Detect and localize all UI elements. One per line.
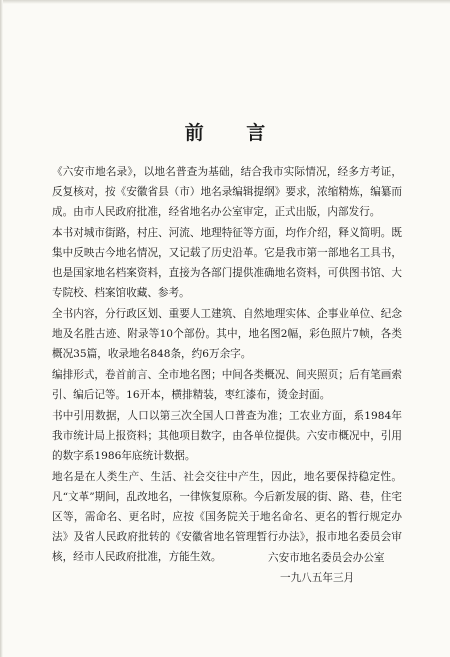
paragraph: 书中引用数据，人口以第三次全国人口普查为准；工农业方面，系1984年我市统计局上报资料；其他项目数字，由各单位提供。六安市概况中，引用的数字系1986年底统计数据。 <box>52 410 402 462</box>
signoff-organization: 六安市地名委员会办公室 <box>268 552 385 564</box>
preface-body <box>52 162 402 568</box>
signoff <box>268 548 408 588</box>
paragraph: 全书内容，分行政区划、重要人工建筑、自然地理实体、企事业单位、纪念地及名胜古迹、附录等10个部份。其中，地名图2幅，彩色照片7帧，各类概况35篇，收录地名848条，约6万余字。 <box>52 308 402 360</box>
scan-edge <box>0 0 450 4</box>
paragraph: 编排形式，卷首前言、全市地名图；中间各类概况、间夹照页；后有笔画索引、编后记等。16开本，横排精装，枣红漆布，烫金封面。 <box>52 369 402 401</box>
page-title: 前 言 <box>184 122 284 144</box>
paragraph: 《六安市地名录》，以地名普查为基础，结合我市实际情况，经多方考证，反复核对，按《安徽省县（市）地名录编辑提纲》要求，浓缩精炼，编纂而成。由市人民政府批准，经省地名办公室审定，正式出版，内部发行。 <box>52 166 402 218</box>
paragraph: 地名是在人类生产、生活、社会交往中产生，因此，地名要保持稳定性。凡“文革”期间，乱改地名，一律恢复原称。今后新发展的街、路、巷，住宅区等，需命名、更名时，应按《国务院关于地名命名、更名的暂行规定办法》及省人民政府批转的《安徽省地名管理暂行办法》，报市地名委员会审核，经市人民政府批准，方能生效。 <box>52 471 402 563</box>
signoff-date: 一九八五年三月 <box>280 572 355 584</box>
paragraph: 本书对城市街路，村庄、河流、地理特征等方面，均作介绍，释义简明。既集中反映古今地名情况，又记载了历史沿革。它是我市第一部地名工具书，也是国家地名档案资料，直接为各部门提供准确地名资料，可供图书馆、大专院校、档案馆收藏、参考。 <box>52 227 402 299</box>
scan-edge <box>0 0 3 657</box>
